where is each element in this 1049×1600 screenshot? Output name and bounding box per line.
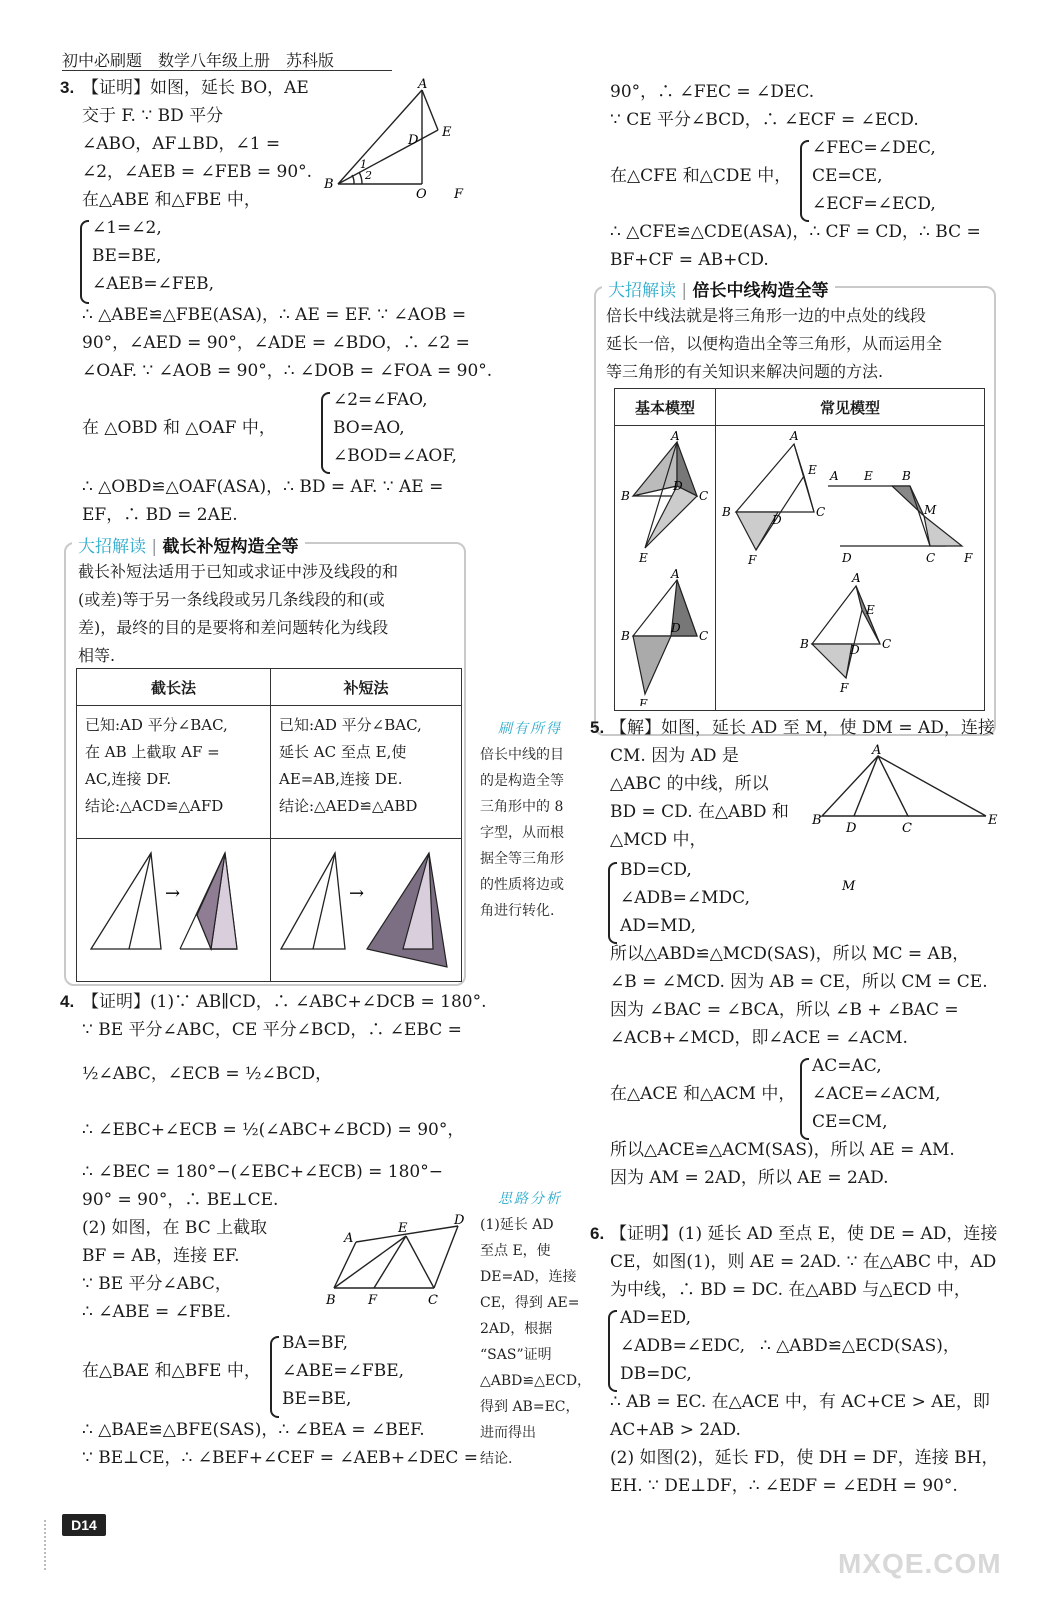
- side-note-line: 至点 E，使: [480, 1243, 551, 1259]
- q3-brace2-line: ∠2=∠FAO,: [333, 390, 428, 410]
- svg-text:C: C: [902, 821, 912, 836]
- svg-text:C: C: [699, 489, 709, 503]
- q6-line: EH. ∵ DE⊥DF，∴ ∠EDF = ∠EDH = 90°.: [610, 1476, 958, 1496]
- table-cell-figure: [77, 839, 271, 982]
- svg-text:A: A: [344, 1231, 354, 1246]
- svg-text:B: B: [902, 469, 911, 483]
- q4-line: ∵ BE 平分∠ABC，: [82, 1274, 232, 1294]
- svg-text:E: E: [988, 813, 998, 828]
- arrow: →: [165, 883, 181, 904]
- q3-brace2-line: ∠BOD=∠AOF,: [333, 446, 457, 466]
- svg-text:E: E: [639, 697, 648, 706]
- right-line: 90°，∴ ∠FEC = ∠DEC.: [610, 82, 815, 102]
- q6-number: 6.: [590, 1224, 605, 1243]
- q6-line: (2) 如图(2)，延长 FD，使 DH = DF，连接 BH，: [610, 1448, 999, 1468]
- q4-brace-line: ∠ABE=∠FBE,: [282, 1361, 405, 1381]
- svg-text:A: A: [852, 571, 861, 585]
- q3-line: ∠OAF. ∵ ∠AOB = 90°，∴ ∠DOB = ∠FOA = 90°.: [82, 361, 493, 381]
- svg-text:B: B: [621, 629, 630, 643]
- q5-brace2-line: CE=CM,: [812, 1112, 888, 1132]
- svg-text:D: D: [846, 821, 857, 836]
- cell-line: 结论:△ACD≌△AFD: [85, 797, 224, 815]
- svg-text:C: C: [882, 637, 892, 651]
- q4-brace: [270, 1336, 279, 1418]
- q3-line: ∠ABO，AF⊥BD，∠1 =: [82, 134, 281, 154]
- table-cell: [77, 706, 271, 839]
- q3-brace2-prefix: 在 △OBD 和 △OAF 中，: [82, 418, 276, 438]
- svg-text:E: E: [808, 463, 817, 477]
- svg-text:E: E: [866, 603, 875, 617]
- page-number: D14: [62, 1514, 106, 1536]
- q4-line: BF = AB，连接 EF.: [82, 1246, 240, 1266]
- side-note-line: △ABD≌△ECD，: [480, 1373, 592, 1389]
- q5-line: 因为 ∠BAC = ∠BCA，所以 ∠B + ∠BAC =: [610, 1000, 959, 1020]
- q4-line: 【证明】(1)∵ AB∥CD，∴ ∠ABC+∠DCB = 180°.: [82, 992, 487, 1012]
- q4-brace-prefix: 在△BAE 和△BFE 中，: [82, 1361, 261, 1381]
- table-cell: [271, 706, 462, 839]
- q6-line: 【证明】(1) 延长 AD 至点 E，使 DE = AD，连接: [610, 1224, 998, 1244]
- table-header: 基本模型: [615, 389, 716, 426]
- q3-line: EF，∴ BD = 2AE.: [82, 505, 238, 525]
- side-note-line: DE=AD，连接: [480, 1269, 577, 1285]
- right-brace-line: ∠FEC=∠DEC,: [812, 138, 936, 158]
- svg-text:B: B: [812, 813, 822, 828]
- q3-brace-line: ∠1=∠2,: [92, 218, 162, 238]
- svg-text:D: D: [772, 513, 782, 527]
- q5-number: 5.: [590, 718, 605, 737]
- q3-brace2: [321, 392, 330, 474]
- svg-text:A: A: [671, 429, 680, 443]
- box2-desc-line: 倍长中线法就是将三角形一边的中点处的线段: [606, 306, 927, 325]
- q3-line: ∠2，∠AEB = ∠FEB = 90°.: [82, 162, 313, 182]
- svg-text:M: M: [924, 503, 937, 517]
- q5-figure: [808, 742, 1004, 902]
- svg-text:E: E: [864, 469, 873, 483]
- svg-text:F: F: [748, 553, 757, 567]
- svg-text:F: F: [964, 551, 973, 565]
- q3-line: 【证明】如图，延长 BO，AE: [82, 78, 309, 98]
- q5-line: 因为 AM = 2AD，所以 AE = 2AD.: [610, 1168, 889, 1188]
- q3-line: 交于 F. ∵ BD 平分: [82, 106, 224, 126]
- svg-text:M: M: [842, 879, 856, 894]
- box-title-text: 倍长中线构造全等: [692, 281, 829, 301]
- box1-desc-line: 相等.: [78, 646, 116, 665]
- q5-brace2: [800, 1058, 809, 1140]
- q6-line: ∴ AB = EC. 在△ACE 中，有 AC+CE > AE，即: [610, 1392, 990, 1412]
- side-note-line: 三角形中的 8: [480, 799, 564, 815]
- svg-text:B: B: [800, 637, 809, 651]
- side-note-line: 得到 AB=EC，: [480, 1399, 580, 1415]
- svg-text:F: F: [840, 681, 849, 695]
- jiechang-figure: [77, 839, 267, 977]
- svg-text:D: D: [850, 643, 860, 657]
- right-line: ∴ △CFE≌△CDE(ASA)，∴ CF = CD，∴ BC =: [610, 222, 981, 242]
- q6-line: CE，如图(1)，则 AE = 2AD. ∵ 在△ABC 中，AD: [610, 1252, 997, 1272]
- q3-label-2: 2: [365, 169, 372, 182]
- q5-line: △MCD 中，: [610, 830, 707, 850]
- right-brace-prefix: 在△CFE 和△CDE 中，: [610, 166, 792, 186]
- cell-line: 在 AB 上截取 AF =: [85, 743, 220, 761]
- q5-brace2-prefix: 在△ACE 和△ACM 中，: [610, 1084, 796, 1104]
- table-cell-figure: [271, 839, 462, 982]
- side-note-line: 字型，从而根: [480, 825, 564, 841]
- svg-text:D: D: [671, 621, 681, 635]
- side-note-line: “SAS”证明: [480, 1347, 552, 1363]
- q3-label-1: 1: [360, 158, 367, 171]
- q4-line: (2) 如图，在 BC 上截取: [82, 1218, 268, 1238]
- side-note-line: 倍长中线的目: [480, 747, 564, 763]
- watermark: MXQE.COM: [838, 1548, 1002, 1579]
- box-tag: 大招解读: [608, 281, 676, 301]
- q4-figure: [318, 1212, 470, 1310]
- q5-line: 【解】如图，延长 AD 至 M，使 DM = AD，连接: [610, 718, 995, 738]
- right-line: BF+CF = AB+CD.: [610, 250, 769, 270]
- q3-line: 在△ABE 和△FBE 中，: [82, 190, 261, 210]
- basic-model-figure: [615, 426, 715, 706]
- svg-text:C: C: [428, 1293, 438, 1308]
- box1-desc-line: (或差)等于另一条线段或另几条线段的和(或: [78, 590, 385, 609]
- q3-brace2-line: BO=AO,: [333, 418, 405, 438]
- box1-desc-line: 差)，最终的目的是要将和差问题转化为线段: [78, 618, 389, 637]
- box1-desc-line: 截长补短法适用于已知或求证中涉及线段的和: [78, 562, 399, 581]
- table-cell-figure: [615, 426, 716, 711]
- q5-line: BD = CD. 在△ABD 和: [610, 802, 789, 822]
- q3-label-B: B: [324, 177, 334, 192]
- common-model-figure: [716, 426, 984, 706]
- cell-line: 延长 AC 至点 E,使: [279, 743, 407, 761]
- box-title-text: 截长补短构造全等: [162, 537, 299, 557]
- q4-line: ∴ △BAE≌△BFE(SAS)，∴ ∠BEA = ∠BEF.: [82, 1420, 425, 1440]
- right-brace-line: CE=CE,: [812, 166, 883, 186]
- right-line: ∵ CE 平分∠BCD，∴ ∠ECF = ∠ECD.: [610, 110, 919, 130]
- q4-line: ∵ BE⊥CE，∴ ∠BEF+∠CEF = ∠AEB+∠DEC =: [82, 1448, 479, 1468]
- q4-line: ∴ ∠ABE = ∠FBE.: [82, 1302, 232, 1322]
- q4-line: 90° = 90°，∴ BE⊥CE.: [82, 1190, 279, 1210]
- method-box-title: 大招解读 | 截长补短构造全等: [72, 532, 305, 557]
- q4-line: ½∠ABC，∠ECB = ½∠BCD，: [82, 1064, 333, 1084]
- side-note-line: 角进行转化.: [480, 903, 555, 919]
- q4-brace-line: BE=BE,: [282, 1389, 352, 1409]
- q6-line: AC+AB > 2AD.: [610, 1420, 741, 1440]
- q5-brace2-line: AC=AC,: [812, 1056, 882, 1076]
- q3-number: 3.: [60, 78, 75, 97]
- side-note-line: 的性质将边或: [480, 877, 564, 893]
- q6-brace-line: AD=ED,: [620, 1308, 691, 1328]
- box-tag: 大招解读: [78, 537, 146, 557]
- q5-line: CM. 因为 AD 是: [610, 746, 739, 766]
- table-cell-figure: [716, 426, 985, 711]
- side-note-line: 据全等三角形: [480, 851, 564, 867]
- svg-text:A: A: [872, 743, 882, 758]
- svg-text:D: D: [842, 551, 852, 565]
- svg-text:B: B: [621, 489, 630, 503]
- q5-line: 所以△ABD≌△MCD(SAS)，所以 MC = AB，: [610, 944, 970, 964]
- side-note-head: 刷有所得: [498, 721, 562, 737]
- svg-text:F: F: [368, 1293, 378, 1308]
- q4-line: ∵ BE 平分∠ABC，CE 平分∠BCD，∴ ∠EBC =: [82, 1020, 462, 1040]
- q6-brace: [608, 1310, 617, 1392]
- box2-table: [614, 388, 985, 711]
- side-note-line: 结论.: [480, 1451, 513, 1467]
- q3-brace-line: BE=BE,: [92, 246, 162, 266]
- page-header: 初中必刷题 数学八年级上册 苏科版: [62, 51, 335, 70]
- cell-line: 结论:△AED≌△ABD: [279, 797, 418, 815]
- q5-line: 所以△ACE≌△ACM(SAS)，所以 AE = AM.: [610, 1140, 955, 1160]
- q5-brace2-line: ∠ACE=∠ACM,: [812, 1084, 941, 1104]
- q3-label-D: D: [408, 133, 419, 148]
- cell-line: 已知:AD 平分∠BAC,: [85, 716, 228, 734]
- svg-text:B: B: [326, 1293, 336, 1308]
- header-rule: [62, 70, 392, 71]
- buduan-figure: [271, 839, 461, 977]
- q4-number: 4.: [60, 992, 75, 1011]
- q5-brace-line: ∠ADB=∠MDC,: [620, 888, 750, 908]
- q5-brace-line: AD=MD,: [620, 916, 696, 936]
- q4-brace-line: BA=BF,: [282, 1333, 349, 1353]
- svg-text:C: C: [816, 505, 826, 519]
- side-note-line: CE，得到 AE=: [480, 1295, 580, 1311]
- q6-brace-line: DB=DC,: [620, 1364, 692, 1384]
- side-note-head: 思路分析: [498, 1191, 562, 1207]
- table-header: 补短法: [271, 669, 462, 706]
- q3-figure: [318, 78, 468, 204]
- svg-text:E: E: [639, 551, 648, 565]
- q3-label-F: F: [454, 187, 464, 202]
- q5-line: ∠ACB+∠MCD，即∠ACE = ∠ACM.: [610, 1028, 908, 1048]
- method-box-title: 大招解读 | 倍长中线构造全等: [602, 276, 835, 301]
- q3-line: 90°，∠AED = 90°，∠ADE = ∠BDO，∴ ∠2 =: [82, 333, 470, 353]
- box1-table: [76, 668, 462, 982]
- right-brace: [800, 140, 809, 222]
- svg-text:B: B: [722, 505, 731, 519]
- q3-label-E: E: [442, 125, 452, 140]
- box2-desc-line: 等三角形的有关知识来解决问题的方法.: [606, 362, 884, 381]
- arrow: →: [349, 883, 365, 904]
- cell-line: AC,连接 DF.: [85, 770, 172, 788]
- q3-label-O: O: [416, 187, 427, 202]
- q5-line: ∠B = ∠MCD. 因为 AB = CE，所以 CM = CE.: [610, 972, 988, 992]
- table-header: 截长法: [77, 669, 271, 706]
- table-header: 常见模型: [716, 389, 985, 426]
- q3-line: ∴ △ABE≌△FBE(ASA)，∴ AE = EF. ∵ ∠AOB =: [82, 305, 467, 325]
- svg-text:C: C: [926, 551, 936, 565]
- side-note-line: 2AD，根据: [480, 1321, 553, 1337]
- footer-dots: [44, 1520, 48, 1570]
- right-brace-line: ∠ECF=∠ECD,: [812, 194, 936, 214]
- q6-brace-suffix: ∴ △ABD≌△ECD(SAS)，: [760, 1336, 960, 1356]
- q5-brace-line: BD=CD,: [620, 860, 692, 880]
- svg-text:E: E: [398, 1221, 408, 1236]
- q3-brace: [80, 220, 89, 304]
- q4-line: ∴ ∠BEC = 180°−(∠EBC+∠ECB) = 180°−: [82, 1162, 443, 1182]
- q5-line: △ABC 的中线，所以: [610, 774, 769, 794]
- svg-text:C: C: [699, 629, 709, 643]
- q4-line: ∴ ∠EBC+∠ECB = ½(∠ABC+∠BCD) = 90°，: [82, 1120, 465, 1140]
- q3-line: ∴ △OBD≌△OAF(ASA)，∴ BD = AF. ∵ AE =: [82, 477, 444, 497]
- side-note-line: 进而得出: [480, 1425, 536, 1441]
- cell-line: AE=AB,连接 DE.: [279, 770, 403, 788]
- q3-brace-line: ∠AEB=∠FEB,: [92, 274, 215, 294]
- svg-text:D: D: [454, 1213, 465, 1228]
- q6-line: 为中线，∴ BD = DC. 在△ABD 与△ECD 中，: [610, 1280, 971, 1300]
- side-note-line: (1)延长 AD: [480, 1217, 554, 1233]
- svg-text:A: A: [671, 567, 680, 581]
- box2-desc-line: 延长一倍，以便构造出全等三角形，从而运用全: [606, 334, 943, 353]
- side-note-line: 的是构造全等: [480, 773, 564, 789]
- q6-brace-line: ∠ADB=∠EDC,: [620, 1336, 745, 1356]
- svg-text:A: A: [790, 429, 799, 443]
- q3-label-A: A: [418, 78, 428, 92]
- svg-text:D: D: [673, 479, 683, 493]
- cell-line: 已知:AD 平分∠BAC,: [279, 716, 422, 734]
- q5-brace: [608, 862, 617, 944]
- svg-text:A: A: [830, 469, 839, 483]
